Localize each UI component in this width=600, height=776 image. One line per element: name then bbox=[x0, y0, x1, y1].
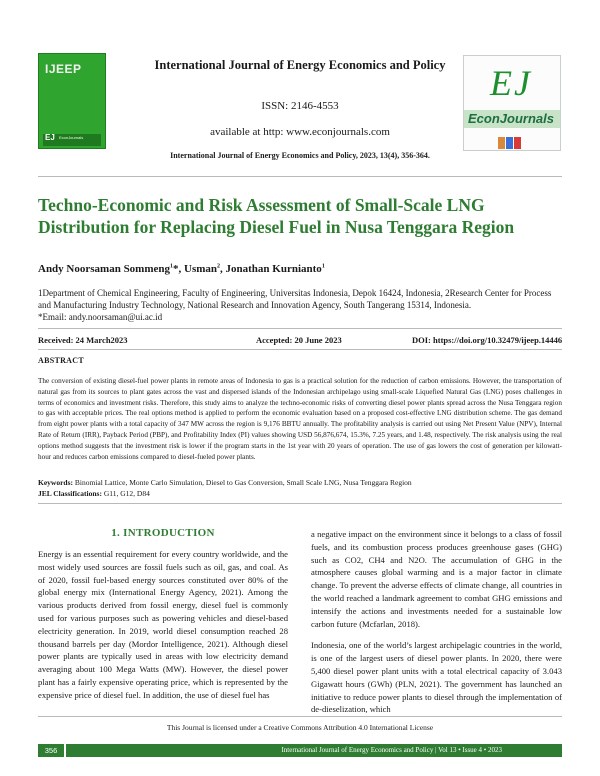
received-date: Received: 24 March2023 bbox=[38, 335, 128, 345]
intro-right-paragraph-2: Indonesia, one of the world’s largest archipelagic countries in the world, is one of the largest users of diesel power plants. In 2020, there were 5,400 diesel power plant units with a total electrical capacity of 3.043 Gigawatt hours (GWh) (PLN, 2021). The government has launched an initiative to reduce power plants to diesel through the implementation of de-dieselization, which bbox=[311, 640, 562, 715]
running-footer: International Journal of Energy Economics and Policy | Vol 13 • Issue 4 • 2023 bbox=[64, 744, 562, 757]
logo-name: EconJournals bbox=[468, 111, 554, 126]
journal-cover-logo bbox=[38, 53, 106, 149]
paper-title: Techno-Economic and Risk Assessment of Small-Scale LNG Distribution for Replacing Diesel Fuel in Nusa Tenggara Region bbox=[38, 195, 515, 237]
keywords: Binomial Lattice, Monte Carlo Simulation, Diesel to Gas Conversion, Small Scale LNG, Nusa Tenggara Region bbox=[74, 478, 412, 487]
affiliation-text: 1Department of Chemical Engineering, Faculty of Engineering, Universitas Indonesia, Depok 16424, Indonesia, 2Research Center for Process and Manufacturing Industry Technology, National Research and Innovation Agency, South Tangerang 15314, Indonesia. bbox=[38, 288, 552, 310]
dates-divider bbox=[38, 349, 562, 350]
cover-title: IJEEP bbox=[45, 62, 82, 76]
cover-ej-mark: EJ bbox=[45, 133, 55, 142]
affil-divider bbox=[38, 328, 562, 329]
intro-left-column: Energy is an essential requirement for every country worldwide, and the most widely used sources are fossil fuels such as oil, gas, and coal. As of 2020, fossil fuel-based energy sources constituted over 80% of the global energy mix (International Energy Agency, 2021). Among the various products derived from fossil energy, diesel fuel is commonly used for various purposes such as powering vehicles and diesel-based electricity generation. In 2019, world diesel consumption reached 28 thousand barrels per day (Mordor Intelligence, 2021). Although diesel power plants are typically used in areas with low electricity demand averaging about 100 Mega Watts (MW). However, the diesel power plant has a fairly expensive operating price, which is represented by the expensive price of diesel fuel. In addition, the use of diesel fuel has bbox=[38, 549, 288, 700]
abstract-text: The conversion of existing diesel-fuel power plants in remote areas of Indonesia to gas is a practical solution for the reduction of carbon emissions. However, the transportation of natural gas from its sources to plant gates across the vast and dispersed islands of the Indonesian archipelago using small-scale Liquefied Natural Gas (LNG) poses challenges in terms of economics and investment risks. Therefore, this study aims to analyze the techno-economic risks of converting diesel power plants spread across the Nusa Tenggara region to gas with acceptable prices. The real options method is applied to perform the economic evaluation based on a proposed cost-effective LNG distribution scheme. The gas demand from eight power plants with a total capacity of 347 MW across the region is 9,176 BBTU annually. The profitability analysis is carried out using Net Present Value (NPV), Internal Rate of Return (IRR), Payback Period (PBP), and Profitability Index (PI) values showing USD 56,876,674, 15.3%, 7.25 years, and 1.48, respectively. The risk analysis using the real options method suggests that the investment risk is lower if the program starts in the 1st year with 20 years of operation. The use of gas lowers the cost of generation per kilowatt-hour and reduces carbon emissions compared to diesel-fueled power plants. bbox=[38, 377, 562, 461]
affiliations bbox=[38, 287, 562, 323]
intro-right-column bbox=[311, 528, 562, 716]
section-heading-introduction: 1. INTRODUCTION bbox=[111, 527, 215, 539]
license-text: This Journal is licensed under a Creative Commons Attribution 4.0 International License bbox=[166, 723, 434, 732]
availability-link[interactable]: available at http: www.econjournals.com bbox=[210, 126, 390, 138]
cover-publisher: EconJournals bbox=[59, 135, 84, 140]
journal-title: International Journal of Energy Economics and Policy bbox=[154, 58, 446, 72]
jel-codes: G11, G12, D84 bbox=[103, 488, 150, 498]
keywords-block bbox=[38, 478, 562, 499]
page-number: 356 bbox=[38, 744, 64, 757]
license-divider bbox=[38, 716, 562, 717]
intro-right-paragraph-1: a negative impact on the environment since it belongs to a class of fossil fuels, and its combustion process produces greenhouse gases (GHG) such as CO2, CH4 and N2O. The accumulation of GHG in the atmosphere causes global warming and is a major factor in climate change. To prevent the adverse effects of climate change, all countries in the world reached a landmark agreement to combat GHG emissions and intensify the actions and investments needed for a sustainable low carbon future (Mcfarlan, 2018). bbox=[311, 529, 562, 629]
citation: International Journal of Energy Economics and Policy, 2023, 13(4), 356-364. bbox=[170, 151, 430, 160]
keywords-divider bbox=[38, 503, 562, 504]
keywords-label: Keywords: bbox=[38, 478, 73, 487]
header-divider bbox=[38, 176, 562, 177]
books-icon bbox=[498, 136, 528, 148]
email[interactable]: *Email: andy.noorsaman@ui.ac.id bbox=[38, 312, 163, 322]
accepted-date: Accepted: 20 June 2023 bbox=[256, 335, 342, 345]
doi-link[interactable]: DOI: https://doi.org/10.32479/ijeep.14446 bbox=[412, 335, 563, 345]
jel-label: JEL Classifications: bbox=[38, 488, 102, 498]
econjournals-logo bbox=[463, 55, 561, 151]
issn: ISSN: 2146-4553 bbox=[261, 100, 339, 112]
abstract-heading: ABSTRACT bbox=[38, 356, 84, 365]
authors: Andy Noorsaman Sommeng$^1$*, Usman$^2$, Jonathan Kurnianto$^1$ bbox=[38, 263, 325, 275]
logo-ej-mark: EJ bbox=[490, 63, 532, 103]
